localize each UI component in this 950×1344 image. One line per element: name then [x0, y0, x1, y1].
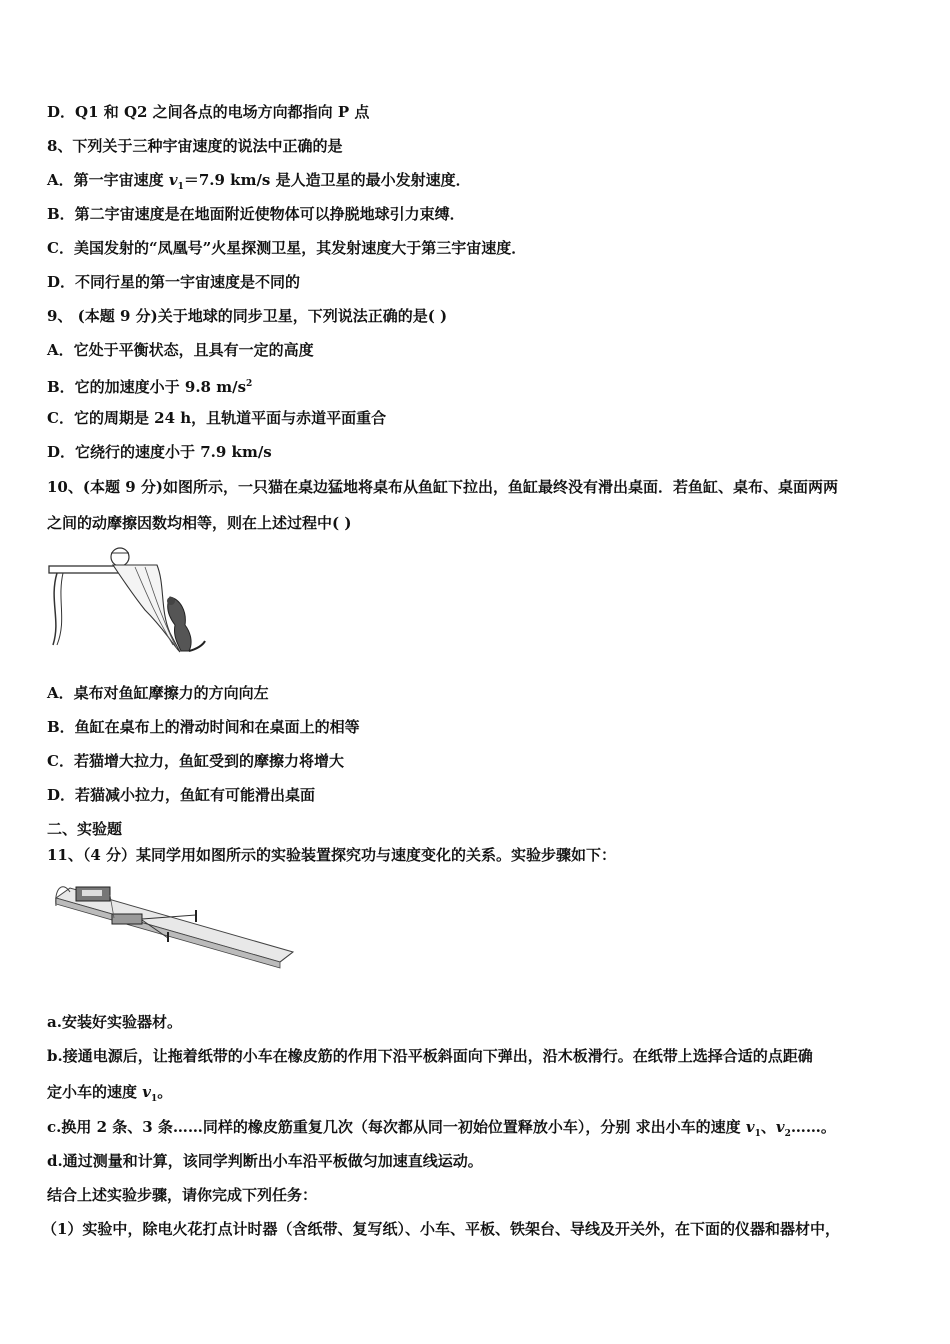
timer-icon	[76, 887, 110, 901]
q11-step-a: a.安装好实验器材。	[47, 1013, 182, 1031]
q9-option-d: D．它绕行的速度小于 7.9 km/s	[47, 443, 272, 461]
q8-option-d: D．不同行星的第一宇宙速度是不同的	[47, 273, 301, 291]
q9-option-c: C．它的周期是 24 h，且轨道平面与赤道平面重合	[47, 409, 387, 427]
q10-option-a: A．桌布对鱼缸摩擦力的方向向左	[47, 684, 269, 702]
cart-icon	[112, 914, 142, 924]
q9-option-a: A．它处于平衡状态，且具有一定的高度	[47, 341, 314, 359]
q10-option-b: B．鱼缸在桌布上的滑动时间和在桌面上的相等	[47, 718, 360, 736]
q10-stem-line1: 10、(本题 9 分)如图所示，一只猫在桌边猛地将桌布从鱼缸下拉出，鱼缸最终没有滑出桌面．若鱼缸、桌布、桌面两两	[47, 478, 838, 496]
q11-task-intro: 结合上述实验步骤，请你完成下列任务：	[47, 1186, 318, 1204]
q11-stem: 11、（4 分）某同学用如图所示的实验装置探究功与速度变化的关系。实验步骤如下：	[47, 846, 617, 864]
q11-step-d: d.通过测量和计算，该同学判断出小车沿平板做匀加速直线运动。	[47, 1152, 483, 1170]
incline-board-apparatus-figure	[48, 880, 298, 980]
q11-task-1: （1）实验中，除电火花打点计时器（含纸带、复写纸）、小车、平板、铁架台、导线及开关外，在下面的仪器和器材中，	[42, 1220, 840, 1238]
q9-stem: 9、 (本题 9 分)关于地球的同步卫星，下列说法正确的是( )	[47, 307, 448, 325]
q10-stem-line2: 之间的动摩擦因数均相等，则在上述过程中( )	[47, 514, 352, 532]
cat-tablecloth-figure	[45, 545, 220, 665]
q8-stem: 8、下列关于三种宇宙速度的说法中正确的是	[47, 137, 343, 155]
q11-step-b-line2: 定小车的速度 $v_1$。	[47, 1083, 173, 1104]
q10-option-c: C．若猫增大拉力，鱼缸受到的摩擦力将增大	[47, 752, 344, 770]
q11-step-b-line1: b.接通电源后，让拖着纸带的小车在橡皮筋的作用下沿平板斜面向下弹出，沿木板滑行。在纸带上选择合适的点距确	[47, 1047, 813, 1065]
q8-option-c: C．美国发射的“凤凰号”火星探测卫星，其发射速度大于第三宇宙速度．	[47, 239, 527, 257]
q11-step-c: c.换用 2 条、3 条……同样的橡皮筋重复几次（每次都从同一初始位置释放小车），分别 求出小车的速度 $v_1$、$v_2\dots\dots$。	[47, 1118, 836, 1139]
q8-option-b: B．第二宇宙速度是在地面附近使物体可以挣脱地球引力束缚．	[47, 205, 465, 223]
q10-option-d: D．若猫减小拉力，鱼缸有可能滑出桌面	[47, 786, 316, 804]
q9-option-b: B．它的加速度小于 9.8 $m/s^2$	[47, 378, 253, 396]
q7-option-d: D．Q1 和 Q2 之间各点的电场方向都指向 P 点	[47, 103, 370, 121]
q8-option-a: A．第一宇宙速度 $v_1=7.9$ km/s 是人造卫星的最小发射速度．	[47, 171, 471, 192]
fish-bowl-icon	[111, 548, 129, 566]
section-2-title: 二、实验题	[47, 820, 123, 838]
